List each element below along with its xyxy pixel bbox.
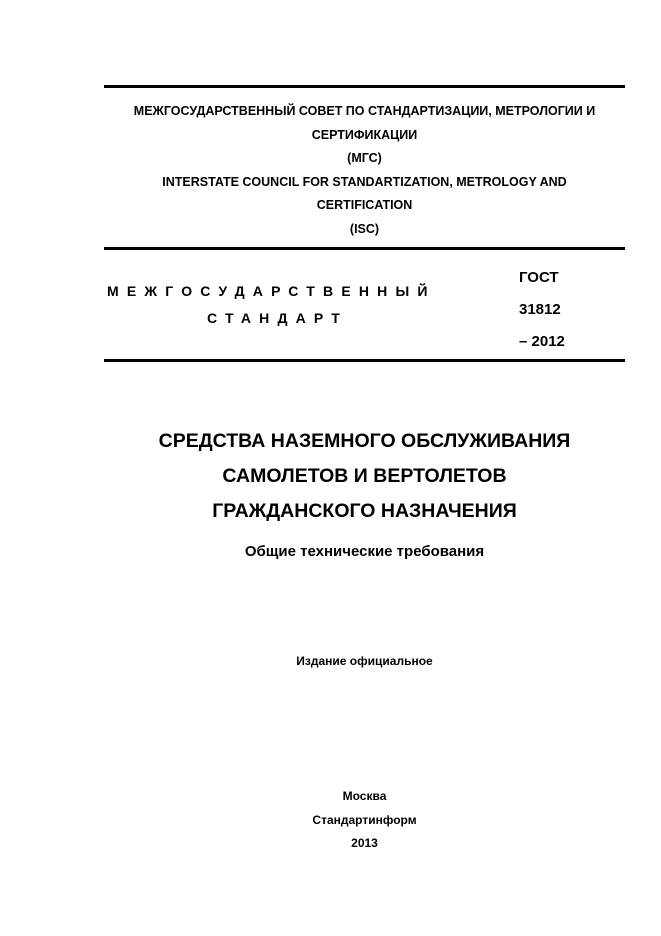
designation-prefix: ГОСТ: [519, 269, 559, 286]
title-line1: СРЕДСТВА НАЗЕМНОГО ОБСЛУЖИВАНИЯ: [158, 430, 571, 452]
top-divider: [104, 85, 625, 88]
standard-designation: [519, 262, 565, 358]
standard-type-line2: СТАНДАРТ: [207, 310, 349, 326]
designation-year: – 2012: [519, 333, 565, 350]
document-subtitle: Общие технические требования: [244, 543, 485, 560]
council-abbr-ru: (МГС): [347, 151, 382, 165]
imprint-year: 2013: [351, 836, 378, 850]
council-abbr-en: (ISC): [349, 221, 380, 236]
title-line3: ГРАЖДАНСКОГО НАЗНАЧЕНИЯ: [212, 500, 517, 522]
council-header: [104, 100, 625, 241]
edition-note: Издание официальное: [296, 654, 433, 668]
council-name-ru-line2: СЕРТИФИКАЦИИ: [311, 127, 418, 142]
council-name-en-line1: INTERSTATE COUNCIL FOR STANDARTIZATION, METROLOGY AND: [162, 174, 567, 189]
imprint-city: Москва: [342, 789, 387, 803]
designation-number: 31812: [519, 301, 561, 318]
document-title: [104, 424, 625, 529]
bottom-divider: [104, 359, 625, 362]
middle-divider: [104, 247, 625, 250]
title-line2: САМОЛЕТОВ И ВЕРТОЛЕТОВ: [222, 465, 507, 487]
council-name-en-line2: CERTIFICATION: [316, 198, 413, 212]
imprint-publisher: Стандартинформ: [312, 812, 417, 827]
imprint: [104, 785, 625, 856]
council-name-ru-line1: МЕЖГОСУДАРСТВЕННЫЙ СОВЕТ ПО СТАНДАРТИЗАЦИИ, МЕТРОЛОГИИ И: [133, 104, 596, 118]
standard-type-line1: МЕЖГОСУДАРСТВЕННЫЙ: [107, 283, 436, 299]
